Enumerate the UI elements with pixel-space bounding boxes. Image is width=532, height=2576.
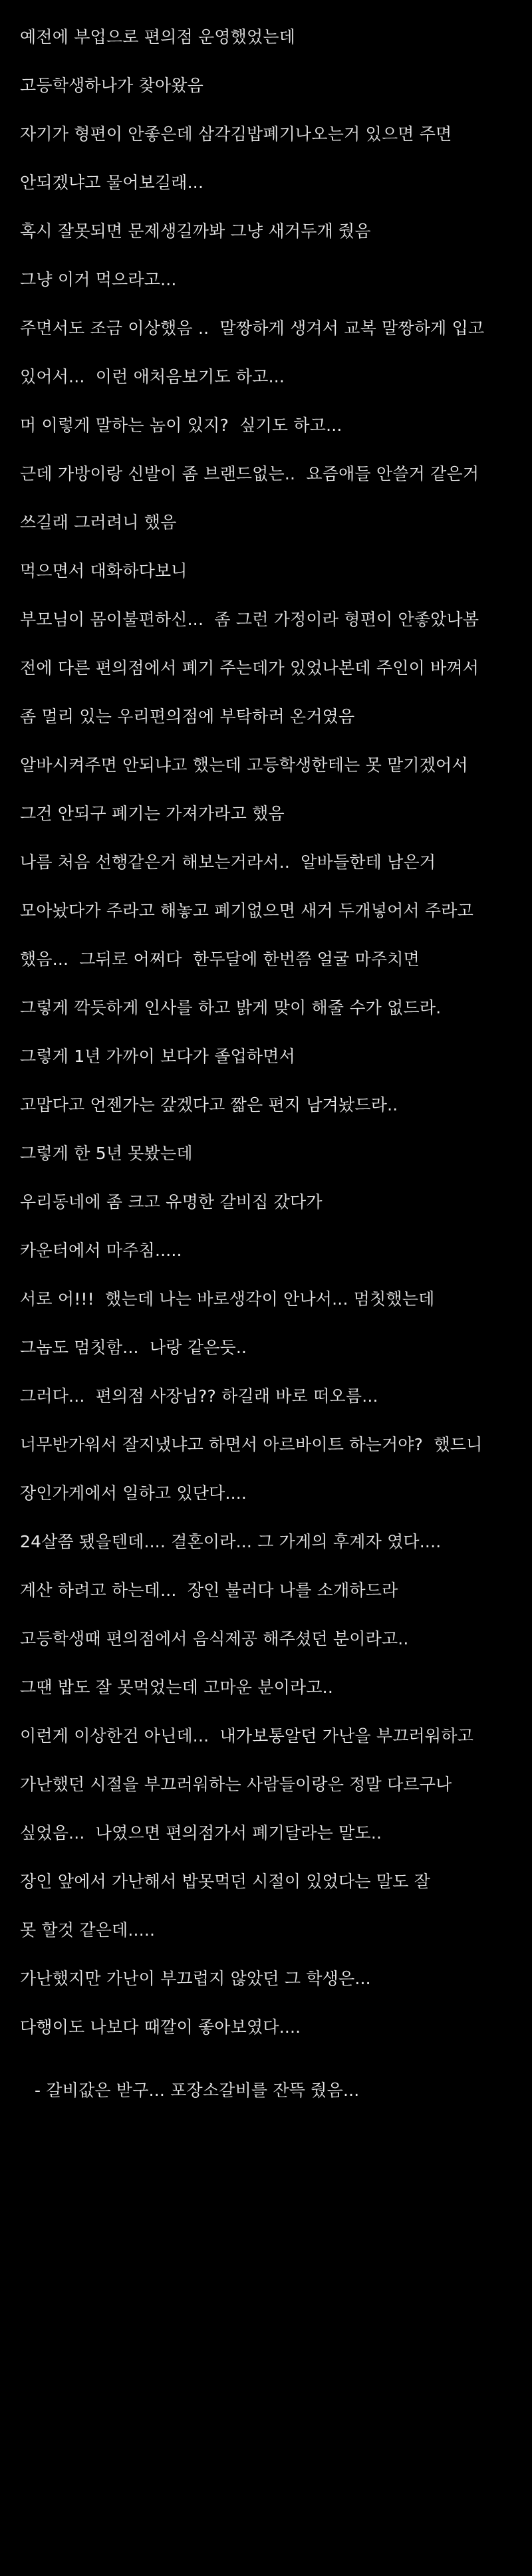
post-paragraph: 자기가 형편이 안좋은데 삼각김밥폐기나오는거 있으면 주면 — [20, 124, 452, 144]
post-paragraph: 있어서... 이런 애처음보기도 하고... — [20, 367, 285, 386]
post-paragraph: 다행이도 나보다 때깔이 좋아보였다.... — [20, 2017, 301, 2037]
post-paragraph: 그렇게 한 5년 못봤는데 — [20, 1144, 193, 1163]
post-paragraph: 가난했지만 가난이 부끄럽지 않았던 그 학생은... — [20, 1969, 371, 1988]
post-paragraph: 못 할것 같은데..... — [20, 1920, 156, 1940]
post-paragraph: 싶었음... 나였으면 편의점가서 폐기달라는 말도.. — [20, 1823, 382, 1843]
post-paragraph: 먹으면서 대화하다보니 — [20, 561, 188, 580]
post-paragraph: 주면서도 조금 이상했음 .. 말짱하게 생겨서 교복 말짱하게 입고 — [20, 319, 485, 338]
post-paragraph: 장인 앞에서 가난해서 밥못먹던 시절이 있었다는 말도 잘 — [20, 1872, 431, 1891]
post-paragraph: 모아놨다가 주라고 해놓고 폐기없으면 새거 두개넣어서 주라고 — [20, 901, 473, 920]
post-signoff: - 갈비값은 받구... 포장소갈비를 잔뜩 줬음... — [35, 2081, 360, 2100]
post-paragraph: 혹시 잘못되면 문제생길까봐 그냥 새거두개 줬음 — [20, 221, 371, 241]
post-paragraph: 카운터에서 마주침..... — [20, 1241, 182, 1260]
post-paragraph: 그렇게 깍듯하게 인사를 하고 밝게 맞이 해줄 수가 없드라. — [20, 998, 442, 1017]
post-paragraph: 서로 어!!! 했는데 나는 바로생각이 안나서... 멈칫했는데 — [20, 1289, 435, 1309]
post-paragraph: 부모님이 몸이불편하신... 좀 그런 가정이라 형편이 안좋았나봄 — [20, 610, 479, 629]
post-paragraph: 장인가게에서 일하고 있단다.... — [20, 1483, 247, 1503]
post-paragraph: 전에 다른 편의점에서 폐기 주는데가 있었나본데 주인이 바껴서 — [20, 658, 479, 678]
post-paragraph: 그렇게 1년 가까이 보다가 졸업하면서 — [20, 1047, 295, 1066]
post-paragraph: 우리동네에 좀 크고 유명한 갈비집 갔다가 — [20, 1192, 323, 1212]
post-paragraph: 고등학생때 편의점에서 음식제공 해주셨던 분이라고.. — [20, 1629, 409, 1648]
post-paragraph: 그놈도 멈칫함... 나랑 같은듯.. — [20, 1338, 247, 1357]
post-paragraph: 알바시켜주면 안되냐고 했는데 고등학생한테는 못 맡기겠어서 — [20, 755, 468, 775]
post-paragraph: 고맙다고 언젠가는 갚겠다고 짧은 편지 남겨놨드라.. — [20, 1095, 398, 1114]
post-paragraph: 그건 안되구 폐기는 가져가라고 했음 — [20, 804, 285, 823]
post-paragraph: 이런게 이상한건 아닌데... 내가보통알던 가난을 부끄러워하고 — [20, 1726, 474, 1745]
post-paragraph: 계산 하려고 하는데... 장인 불러다 나를 소개하드라 — [20, 1581, 398, 1600]
post-paragraph: 했음... 그뒤로 어쩌다 한두달에 한번쯤 얼굴 마주치면 — [20, 950, 420, 969]
post-paragraph: 좀 멀리 있는 우리편의점에 부탁하러 온거였음 — [20, 707, 355, 726]
post-paragraph: 예전에 부업으로 편의점 운영했었는데 — [20, 27, 296, 47]
post-paragraph: 나름 처음 선행같은거 해보는거라서.. 알바들한테 남은거 — [20, 852, 436, 872]
post-paragraph: 쓰길래 그러려니 했음 — [20, 513, 177, 532]
post-paragraph: 그땐 밥도 잘 못먹었는데 고마운 분이라고.. — [20, 1678, 333, 1697]
post-paragraph: 고등학생하나가 찾아왔음 — [20, 76, 203, 95]
post-paragraph: 너무반가워서 잘지냈냐고 하면서 아르바이트 하는거야? 했드니 — [20, 1435, 483, 1454]
post-paragraph: 가난했던 시절을 부끄러워하는 사람들이랑은 정말 다르구나 — [20, 1775, 452, 1794]
post-paragraph: 안되겠냐고 물어보길래... — [20, 173, 204, 192]
post-paragraph: 24살쯤 됐을텐데.... 결혼이라... 그 가게의 후계자 였다.... — [20, 1532, 442, 1551]
post-paragraph: 머 이렇게 말하는 놈이 있지? 싶기도 하고... — [20, 416, 342, 435]
post-paragraph: 근데 가방이랑 신발이 좀 브랜드없는.. 요즘애들 안쓸거 같은거 — [20, 464, 479, 483]
post-paragraph: 그냥 이거 먹으라고... — [20, 270, 177, 289]
post-paragraph: 그러다... 편의점 사장님?? 하길래 바로 떠오름... — [20, 1386, 378, 1406]
